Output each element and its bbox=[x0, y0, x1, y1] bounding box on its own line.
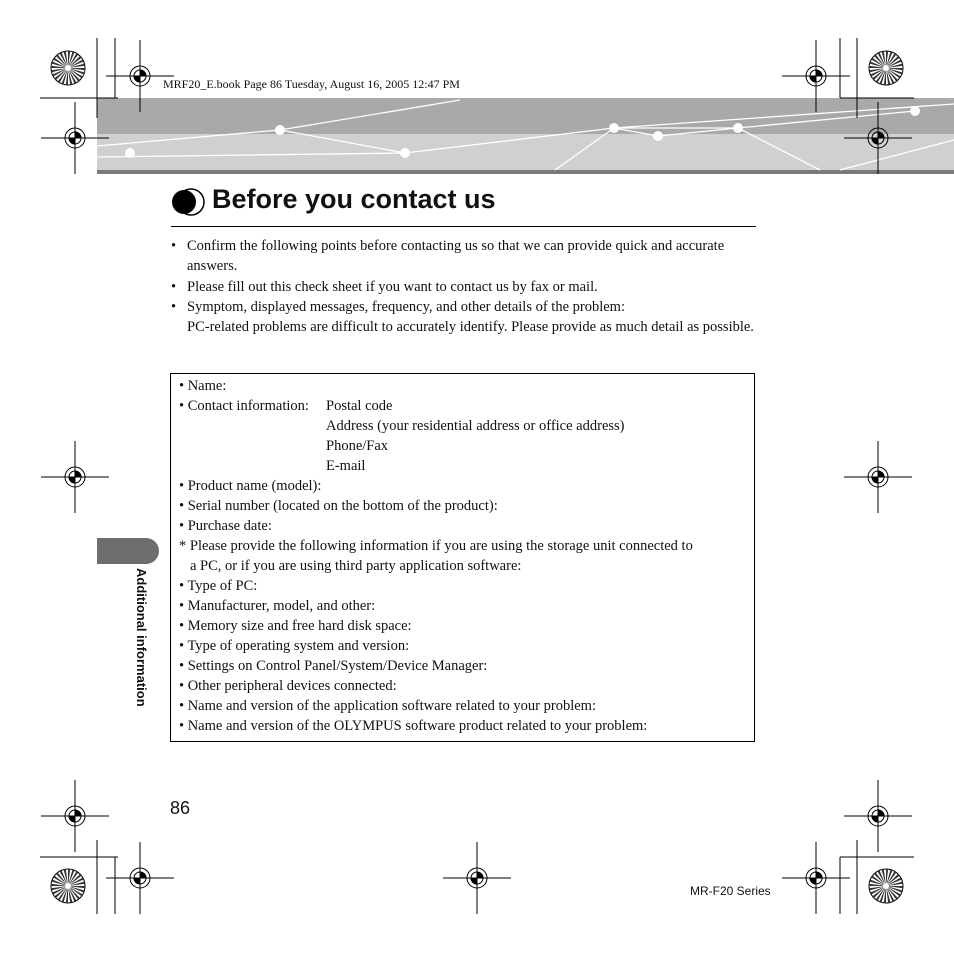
contact-item: Phone/Fax bbox=[326, 438, 389, 454]
sunburst-mark-icon bbox=[51, 51, 85, 85]
registration-target-icon bbox=[844, 441, 912, 513]
registration-target-icon bbox=[106, 40, 174, 112]
contact-item: E-mail bbox=[326, 458, 366, 474]
field-product-name: • Product name (model): bbox=[179, 478, 322, 494]
field-serial-number: • Serial number (located on the bottom of the product): bbox=[179, 498, 498, 514]
registration-target-icon bbox=[106, 842, 174, 914]
contact-item: Postal code bbox=[326, 398, 393, 414]
footer-series: MR-F20 Series bbox=[690, 884, 771, 898]
field-settings: • Settings on Control Panel/System/Device Manager: bbox=[179, 658, 488, 674]
page-title: Before you contact us bbox=[212, 184, 496, 214]
book-slug-line: MRF20_E.book Page 86 Tuesday, August 16, 2005 12:47 PM bbox=[163, 77, 460, 91]
double-circle-icon bbox=[171, 188, 205, 216]
sunburst-mark-icon bbox=[51, 869, 85, 903]
field-os: • Type of operating system and version: bbox=[179, 638, 410, 654]
field-peripherals: • Other peripheral devices connected: bbox=[179, 678, 397, 694]
intro-bullet-list bbox=[171, 236, 761, 337]
registration-target-icon bbox=[41, 780, 109, 852]
pc-note: * Please provide the following information if you are using the storage unit connected to bbox=[179, 538, 693, 554]
field-manufacturer: • Manufacturer, model, and other: bbox=[179, 598, 376, 614]
check-sheet-box bbox=[170, 373, 755, 742]
registration-target-icon bbox=[782, 40, 850, 112]
sunburst-mark-icon bbox=[869, 51, 903, 85]
field-memory: • Memory size and free hard disk space: bbox=[179, 618, 412, 634]
registration-target-icon bbox=[844, 102, 912, 174]
contact-item: Address (your residential address or office address) bbox=[326, 418, 625, 434]
registration-target-icon bbox=[443, 842, 511, 914]
list-item: • Symptom, displayed messages, frequency, and other details of the problem: bbox=[171, 298, 625, 315]
sunburst-mark-icon bbox=[869, 869, 903, 903]
field-olympus-software: • Name and version of the OLYMPUS software product related to your problem: bbox=[179, 718, 648, 734]
section-side-label: Additional information bbox=[134, 568, 149, 707]
registration-target-icon bbox=[782, 842, 850, 914]
registration-target-icon bbox=[844, 780, 912, 852]
section-heading bbox=[171, 184, 756, 227]
list-item: • Confirm the following points before contacting us so that we can provide quick and accurate answers. bbox=[171, 238, 725, 275]
page-number: 86 bbox=[170, 798, 191, 818]
list-item: • Please fill out this check sheet if you want to contact us by fax or mail. bbox=[171, 278, 598, 295]
pc-note-continued: a PC, or if you are using third party application software: bbox=[190, 558, 522, 574]
list-item: PC-related problems are difficult to accurately identify. Please provide as much detail as possible. bbox=[187, 319, 754, 336]
field-name: • Name: bbox=[179, 378, 227, 394]
registration-target-icon bbox=[41, 102, 109, 174]
section-tab bbox=[97, 538, 159, 564]
field-application-software: • Name and version of the application software related to your problem: bbox=[179, 698, 596, 714]
field-pc-type: • Type of PC: bbox=[179, 578, 258, 594]
field-contact-label: • Contact information: bbox=[179, 398, 309, 414]
registration-target-icon bbox=[41, 441, 109, 513]
field-purchase-date: • Purchase date: bbox=[179, 518, 272, 534]
